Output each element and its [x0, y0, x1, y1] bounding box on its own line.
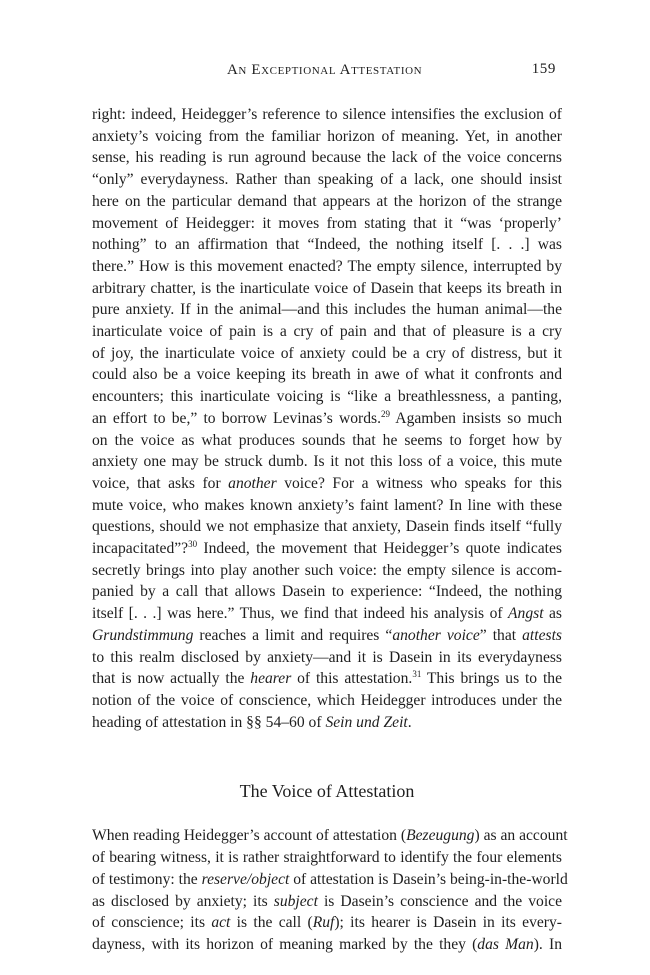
text-line: pure anxiety. If in the animal—and this includes the human animal—the: [92, 301, 562, 319]
page-number: 159: [531, 61, 556, 77]
text-line: to this realm disclosed by anxiety—and it is Dasein in its everydayness: [92, 648, 562, 666]
text-line: of conscience; its act is the call (Ruf); its hearer is Dasein in its every-: [92, 914, 562, 932]
text-line: mute voice, who makes known anxiety’s faint lament? In line with these: [92, 496, 562, 514]
text-line: here on the particular demand that appears at the horizon of the strange: [92, 192, 562, 210]
text-line: of testimony: the reserve/object of attestation is Dasein’s being-in-the-world: [92, 870, 568, 888]
italic-text: das Man: [477, 935, 534, 953]
text-line: inarticulate voice of pain is a cry of pain and that of pleasure is a cry: [92, 323, 562, 341]
text-line: secretly brings into play another such voice: the empty silence is accom-: [92, 561, 562, 579]
body-paragraph-2: [92, 825, 568, 955]
italic-text: another voice: [392, 626, 480, 644]
text-line: questions, should we not emphasize that anxiety, Dasein finds itself “fully: [92, 518, 562, 536]
italic-text: Grundstimmung: [92, 626, 194, 644]
text-line: sense, his reading is run aground because the lack of the voice concerns: [92, 149, 562, 167]
section-heading: The Voice of Attestation: [239, 781, 415, 802]
italic-text: subject: [273, 892, 318, 910]
text-line: right: indeed, Heidegger’s reference to silence intensifies the exclusion of: [92, 106, 562, 123]
text-line: “only” everydayness. Rather than speaking of a lack, one should insist: [92, 171, 562, 189]
footnote-ref[interactable]: 30: [188, 539, 198, 550]
italic-text: attests: [522, 626, 562, 644]
running-head-title: An Exceptional Attestation: [227, 62, 423, 78]
text-line: on the voice as what produces sounds that he seems to forget how by: [92, 431, 562, 449]
text-line: notion of the voice of conscience, which Heidegger introduces under the: [92, 691, 562, 709]
italic-text: Sein und Zeit: [325, 713, 408, 731]
italic-text: another: [228, 474, 277, 492]
body-paragraph-1: [92, 104, 562, 733]
text-line: panied by a call that allows Dasein to experience: “Indeed, the nothing: [92, 583, 562, 601]
text-line: nothing” to an affirmation that “Indeed, the nothing itself [. . .] was: [92, 236, 562, 254]
text-line: of bearing witness, it is rather straightforward to identify the four elements: [92, 849, 562, 867]
text-line: Grundstimmung reaches a limit and requires “another voice” that attests: [92, 626, 562, 644]
footnote-ref[interactable]: 31: [412, 669, 422, 680]
book-page: [92, 58, 568, 956]
text-line: heading of attestation in §§ 54–60 of Sein und Zeit.: [92, 713, 412, 731]
italic-text: Bezeugung: [406, 827, 475, 845]
italic-text: Ruf: [312, 914, 335, 932]
text-line: incapacitated”?$^{30}$ Indeed, the movement that Heidegger’s quote indicates: [92, 539, 562, 558]
text-line: encounters; this inarticulate voicing is “like a breathlessness, a panting,: [92, 388, 562, 406]
text-line: an effort to be,” to borrow Levinas’s words.$^{29}$ Agamben insists so much: [92, 408, 562, 427]
text-line: anxiety one may be struck dumb. Is it not this loss of a voice, this mute: [92, 453, 562, 471]
italic-text: act: [211, 914, 231, 932]
text-line: as disclosed by anxiety; its subject is Dasein’s conscience and the voice: [92, 892, 562, 910]
running-head: [92, 58, 562, 84]
italic-text: hearer: [250, 670, 292, 688]
text-line: that is now actually the hearer of this attestation.$^{31}$ This brings us to the: [92, 669, 562, 688]
text-line: of joy, the inarticulate voice of anxiety could be a cry of distress, but it: [92, 344, 562, 362]
footnote-ref[interactable]: 29: [380, 408, 390, 419]
text-line: dayness, with its horizon of meaning marked by the they (das Man). In: [92, 935, 562, 953]
text-line: could also be a voice keeping its breath in awe of what it confronts and: [92, 366, 562, 384]
text-line: When reading Heidegger’s account of attestation (Bezeugung) as an account: [92, 827, 568, 845]
text-line: voice, that asks for another voice? For a witness who speaks for this: [92, 474, 562, 492]
text-line: arbitrary chatter, is the inarticulate voice of Dasein that keeps its breath in: [92, 279, 562, 297]
italic-text: reserve/object: [201, 870, 290, 888]
text-line: anxiety’s voicing from the familiar horizon of meaning. Yet, in another: [92, 127, 562, 145]
text-line: movement of Heidegger: it moves from stating that it “was ‘properly’: [92, 214, 562, 232]
text-line: there.” How is this movement enacted? The empty silence, interrupted by: [92, 257, 562, 275]
text-line: itself [. . .] was here.” Thus, we find that indeed his analysis of Angst as: [92, 605, 562, 623]
italic-text: Angst: [508, 605, 544, 623]
